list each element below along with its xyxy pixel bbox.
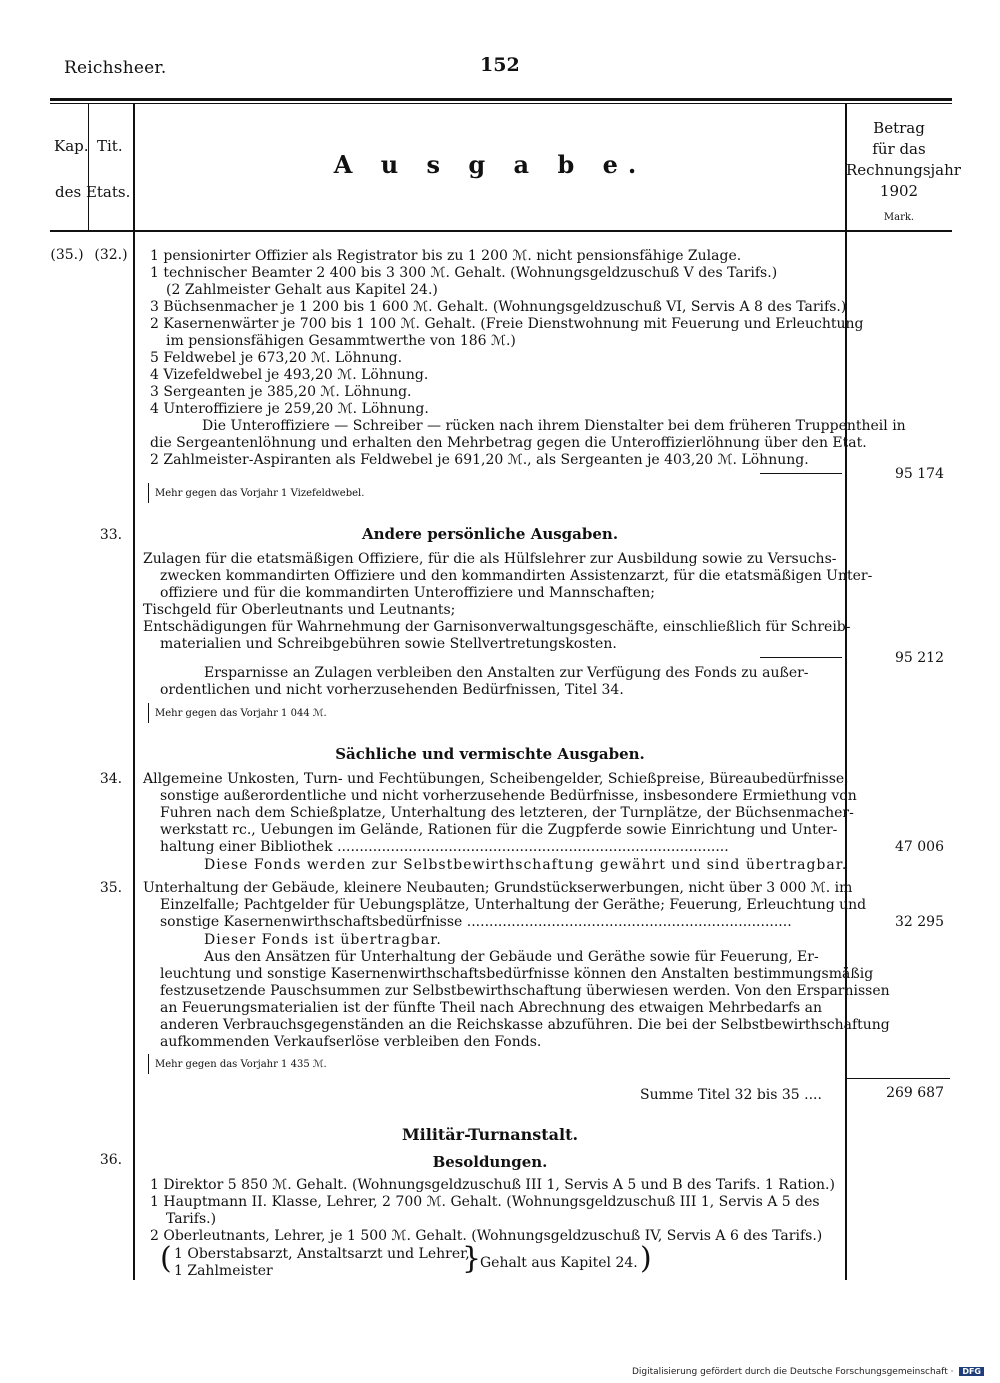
- sum-amount: 269 687: [886, 1085, 944, 1101]
- subtotal-rule: [760, 657, 842, 658]
- block1-line: die Sergeantenlöhnung und erhalten den Mehrbetrag gegen die Unteroffizierlöhnung über den Etat.: [150, 435, 867, 451]
- dfg-logo-icon: DFG: [959, 1367, 984, 1376]
- block3-line: festzusetzende Pauschsummen zur Selbstbewirthschaftung überwiesen werden. Von den Ersparnissen: [160, 983, 890, 999]
- block1-line: 4 Unteroffiziere je 259,20 ℳ. Löhnung.: [150, 401, 429, 417]
- block3-line: Dieser Fonds ist übertragbar.: [204, 932, 442, 948]
- note-mehr: Mehr gegen das Vorjahr 1 044 ℳ.: [148, 703, 327, 723]
- sum-label: Summe Titel 32 bis 35 ....: [640, 1087, 822, 1103]
- block3-line: Allgemeine Unkosten, Turn- und Fechtübungen, Scheibengelder, Schießpreise, Büreaubedürfnisse,: [143, 771, 849, 787]
- header-betrag-line: für das: [872, 140, 926, 158]
- block1-line: 3 Büchsenmacher je 1 200 bis 1 600 ℳ. Gehalt. (Wohnungsgeldzuschuß VI, Servis A 8 des Tarifs.): [150, 299, 847, 315]
- block1-line: 5 Feldwebel je 673,20 ℳ. Löhnung.: [150, 350, 403, 366]
- block2-line: zwecken kommandirten Offiziere und den kommandirten Assistenzarzt, für die etatsmäßigen Unter-: [160, 568, 873, 584]
- close-paren: ): [640, 1241, 652, 1276]
- block2-line: Entschädigungen für Wahrnehmung der Garnisonverwaltungsgeschäfte, einschließlich für Schreib-: [143, 619, 851, 635]
- block4-line: Gehalt aus Kapitel 24.: [480, 1255, 638, 1271]
- amount-tit-33: 95 212: [895, 650, 944, 666]
- header-des-etats: des Etats.: [55, 183, 131, 201]
- sum-rule: [846, 1078, 950, 1079]
- header-title: A u s g a b e.: [333, 150, 647, 179]
- top-rule-thick: [50, 98, 952, 101]
- block3-line: aufkommenden Verkaufserlöse verbleiben den Fonds.: [160, 1034, 542, 1050]
- amount-tit-32: 95 174: [895, 466, 944, 482]
- block1-line: 1 technischer Beamter 2 400 bis 3 300 ℳ. Gehalt. (Wohnungsgeldzuschuß V des Tarifs.): [150, 265, 778, 281]
- tit-number: 35.: [99, 880, 123, 896]
- block3-line: sonstige Kasernenwirthschaftsbedürfnisse .........................................................................: [160, 914, 792, 930]
- subtotal-rule: [760, 473, 842, 474]
- col-divider-kap: [88, 104, 89, 230]
- col-divider-tit: [133, 104, 135, 1280]
- header-mark: Mark.: [883, 212, 915, 223]
- block4-line: Tarifs.): [166, 1211, 217, 1227]
- block3-line: werkstatt rc., Uebungen im Gelände, Rationen für die Zugpferde sowie Einrichtung und Unter-: [160, 822, 838, 838]
- block4-line: 1 Hauptmann II. Klasse, Lehrer, 2 700 ℳ. Gehalt. (Wohnungsgeldzuschuß III 1, Servis A 5 des: [150, 1194, 820, 1210]
- tit-number: 33.: [99, 527, 123, 543]
- tit-number: 34.: [99, 771, 123, 787]
- tit-number: 36.: [99, 1152, 123, 1168]
- block1-line: 2 Zahlmeister-Aspiranten als Feldwebel je 691,20 ℳ., als Sergeanten je 403,20 ℳ. Löhnung.: [150, 452, 809, 468]
- block1-line: 4 Vizefeldwebel je 493,20 ℳ. Löhnung.: [150, 367, 429, 383]
- section-heading: Andere persönliche Ausgaben.: [361, 525, 619, 543]
- block2-line: materialien und Schreibgebühren sowie Stellvertretungskosten.: [160, 636, 617, 652]
- brace-icon: }: [462, 1241, 482, 1276]
- header-betrag: [846, 118, 961, 202]
- header-tit: Tit.: [97, 137, 123, 155]
- block3-line: an Feuerungsmaterialien ist der fünfte Theil nach Abrechnung des etwaigen Mehrbedarfs an: [160, 1000, 823, 1016]
- block1-line: 1 pensionirter Offizier als Registrator bis zu 1 200 ℳ. nicht pensionsfähige Zulage.: [150, 248, 742, 264]
- header-betrag-line: 1902: [879, 182, 919, 200]
- block3-line: Fuhren nach dem Schießplatze, Unterhaltung des letzteren, der Turnplätze, der Büchsenmacher-: [160, 805, 854, 821]
- block2-line: Ersparnisse an Zulagen verbleiben den Anstalten zur Verfügung des Fonds zu außer-: [204, 665, 809, 681]
- block4-line: 1 Zahlmeister: [174, 1263, 273, 1279]
- block2-line: offiziere und für die kommandirten Unteroffiziere und Mannschaften;: [160, 585, 655, 601]
- open-paren: (: [160, 1241, 172, 1276]
- block4-line: 1 Direktor 5 850 ℳ. Gehalt. (Wohnungsgeldzuschuß III 1, Servis A 5 und B des Tarifs. 1 Ration.): [150, 1177, 835, 1193]
- block2-line: Tischgeld für Oberleutnants und Leutnants;: [143, 602, 456, 618]
- tit-number: (32.): [94, 247, 128, 263]
- block3-line: anderen Verbrauchsgegenständen an die Reichskasse abzuführen. Die bei der Selbstbewirthschaftung: [160, 1017, 890, 1033]
- section-heading: Militär-Turnanstalt.: [401, 1125, 579, 1144]
- block3-line: sonstige außerordentliche und nicht vorherzusehende Bedürfnisse, insbesondere Ermiethung von: [160, 788, 857, 804]
- page-number: 152: [480, 54, 520, 76]
- note-mehr: Mehr gegen das Vorjahr 1 Vizefeldwebel.: [148, 483, 364, 503]
- block1-line: Die Unteroffiziere — Schreiber — rücken nach ihrem Dienstalter bei dem früheren Truppentheil in: [202, 418, 906, 434]
- block1-line: im pensionsfähigen Gesammtwerthe von 186 ℳ.): [166, 333, 516, 349]
- block3-line: Unterhaltung der Gebäude, kleinere Neubauten; Grundstückserwerbungen, nicht über 3 000 ℳ. im: [143, 880, 853, 896]
- block2-line: ordentlichen und nicht vorherzusehenden Bedürfnissen, Titel 34.: [160, 682, 624, 698]
- block4-line: 1 Oberstabsarzt, Anstaltsarzt und Lehrer,: [174, 1246, 470, 1262]
- block3-line: Aus den Ansätzen für Unterhaltung der Gebäude und Geräthe sowie für Feuerung, Er-: [204, 949, 819, 965]
- amount-tit-34: 47 006: [895, 839, 944, 855]
- header-kap: Kap.: [54, 137, 89, 155]
- header-betrag-line: Rechnungsjahr: [846, 161, 961, 179]
- footer-text: Digitalisierung gefördert durch die Deutsche Forschungsgemeinschaft: [631, 1367, 948, 1377]
- block1-line: (2 Zahlmeister Gehalt aus Kapitel 24.): [166, 282, 438, 298]
- kap-number: (35.): [50, 247, 84, 263]
- block1-line: 3 Sergeanten je 385,20 ℳ. Löhnung.: [150, 384, 412, 400]
- header-betrag-line: Betrag: [873, 119, 925, 137]
- section-heading: Sächliche und vermischte Ausgaben.: [335, 745, 645, 763]
- block2-line: Zulagen für die etatsmäßigen Offiziere, für die als Hülfslehrer zur Ausbildung sowie zu Versuchs-: [143, 551, 837, 567]
- block4-line: 2 Oberleutnants, Lehrer, je 1 500 ℳ. Gehalt. (Wohnungsgeldzuschuß IV, Servis A 6 des Tarifs.): [150, 1228, 823, 1244]
- note-mehr: Mehr gegen das Vorjahr 1 435 ℳ.: [148, 1054, 327, 1074]
- block3-line: leuchtung und sonstige Kasernenwirthschaftsbedürfnisse können den Anstalten bestimmungsmäßig: [160, 966, 874, 982]
- block3-line: haltung einer Bibliothek ........................................................................................: [160, 839, 729, 855]
- block3-line: Einzelfalle; Pachtgelder für Uebungsplätze, Unterhaltung der Geräthe; Feuerung, Erleuchtung und: [160, 897, 867, 913]
- block1-line: 2 Kasernenwärter je 700 bis 1 100 ℳ. Gehalt. (Freie Dienstwohnung mit Feuerung und Erleuchtung: [150, 316, 864, 332]
- top-rule-thin: [50, 103, 952, 104]
- digitization-footer: Digitalisierung gefördert durch die Deutsche Forschungsgemeinschaft · DFG: [632, 1367, 984, 1377]
- header-bottom-rule: [50, 230, 952, 232]
- block3-line: Diese Fonds werden zur Selbstbewirthschaftung gewährt und sind übertragbar.: [204, 857, 848, 873]
- subsection-heading: Besoldungen.: [432, 1153, 548, 1171]
- amount-tit-35: 32 295: [895, 914, 944, 930]
- col-divider-betrag: [845, 104, 847, 1280]
- running-head: Reichsheer.: [64, 58, 167, 78]
